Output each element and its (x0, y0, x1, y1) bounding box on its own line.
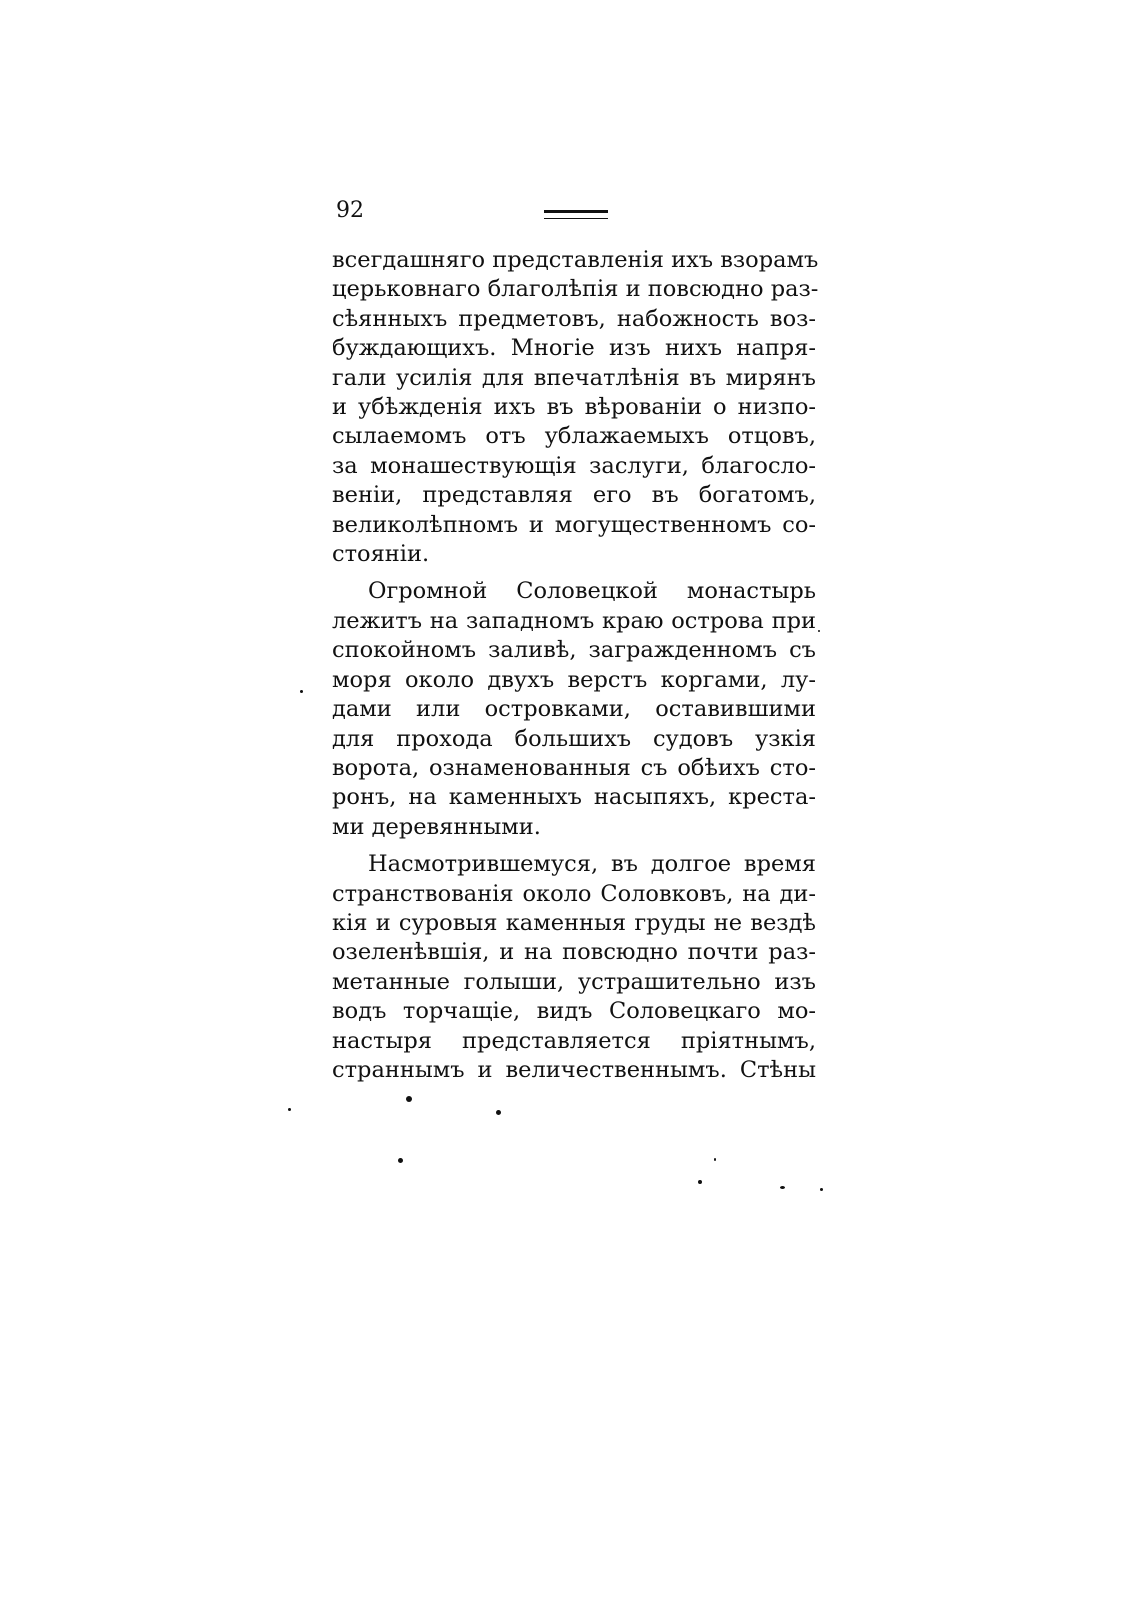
paragraph (332, 577, 816, 842)
scan-speck (300, 690, 303, 693)
text-line: всегдашняго представленія ихъ взорамъ (332, 247, 819, 273)
text-line: спокойномъ заливѣ, загражденномъ съ (332, 637, 816, 664)
text-line: Огромной Соловецкой монастырь (368, 578, 816, 605)
header-rule (544, 210, 608, 219)
scan-speck (714, 1158, 716, 1161)
text-line: страннымъ и величественнымъ. Стѣны (332, 1056, 816, 1083)
text-line: метанные голыши, устрашительно изъ (332, 968, 816, 995)
text-line: веніи, представляя его въ богатомъ, (332, 482, 816, 509)
scan-speck (398, 1158, 403, 1163)
text-line: озеленѣвшія, и на повсюдно почти раз- (332, 939, 816, 966)
text-line: моря около двухъ верстъ коргами, лу- (332, 666, 816, 693)
text-line: ми деревянными. (332, 813, 541, 840)
scan-speck (780, 1186, 785, 1189)
scan-speck (496, 1110, 501, 1115)
text-line: Насмотрившемуся, въ долгое время (368, 851, 816, 878)
paragraph-gap (332, 842, 816, 850)
text-line: за монашествующія заслуги, благосло- (332, 452, 816, 479)
text-line: сылаемомъ отъ ублажаемыхъ отцовъ, (332, 423, 816, 450)
text-line: водъ торчащіе, видъ Соловецкаго мо- (332, 998, 816, 1025)
page-header (336, 200, 616, 232)
text-line: кія и суровыя каменныя груды не вездѣ (332, 909, 816, 936)
text-line: странствованія около Соловковъ, на ди- (332, 880, 816, 907)
body-text (332, 246, 819, 1085)
text-line: дами или островками, оставившими (332, 696, 816, 723)
text-line: лежитъ на западномъ краю острова при (332, 607, 816, 634)
text-line: буждающихъ. Многіе изъ нихъ напря- (332, 335, 816, 362)
text-line: сѣянныхъ предметовъ, набожность воз- (332, 305, 816, 332)
scan-speck (818, 630, 820, 632)
paragraph (332, 246, 819, 569)
scan-speck (406, 1096, 412, 1102)
text-line: гали усилія для впечатлѣнія въ мирянъ (332, 364, 816, 391)
text-line: ворота, ознаменованныя съ обѣихъ сто- (332, 754, 816, 781)
scan-speck (288, 1108, 291, 1111)
paragraph (332, 850, 816, 1085)
paragraph-gap (332, 569, 816, 577)
text-line: стояніи. (332, 541, 430, 568)
scan-speck (698, 1180, 702, 1184)
scan-speck (820, 1188, 823, 1191)
text-line: для прохода большихъ судовъ узкія (332, 725, 816, 752)
text-line: и убѣжденія ихъ въ вѣрованіи о низпо- (332, 394, 816, 421)
page-number: 92 (336, 198, 364, 223)
text-line: великолѣпномъ и могущественномъ со- (332, 511, 816, 538)
text-line: настыря представляется пріятнымъ, (332, 1027, 816, 1054)
text-line: церьковнаго благолѣпія и повсюдно раз- (332, 276, 819, 303)
text-line: ронъ, на каменныхъ насыпяхъ, креста- (332, 784, 816, 811)
